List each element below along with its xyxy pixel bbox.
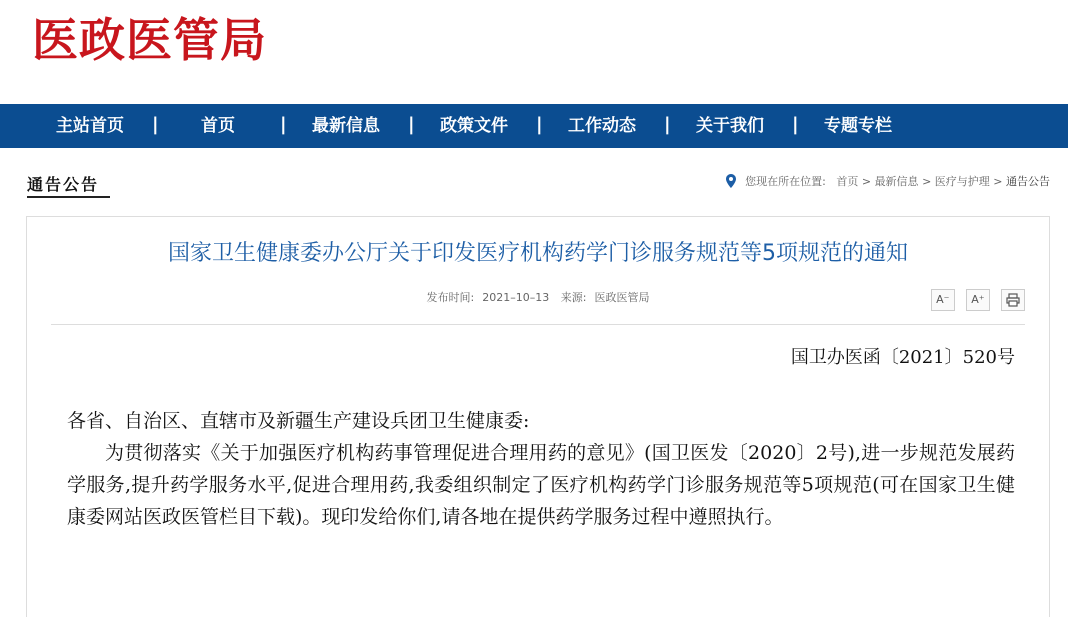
font-increase-button[interactable]: A⁺ <box>966 289 990 311</box>
section-bar <box>27 170 1050 198</box>
site-logo[interactable]: 医政医管局 <box>32 13 267 67</box>
nav-item-latest[interactable]: 最新信息 <box>312 116 380 136</box>
nav-item-work-news[interactable]: 工作动态 <box>568 116 636 136</box>
breadcrumb-item-latest[interactable]: 最新信息 <box>874 175 919 188</box>
nav-item-main-home[interactable]: 主站首页 <box>56 116 124 136</box>
nav-item-home[interactable]: 首页 <box>201 116 235 136</box>
font-decrease-button[interactable]: A⁻ <box>931 289 955 311</box>
location-pin-icon <box>726 174 736 188</box>
breadcrumb <box>726 173 1050 189</box>
nav-separator: | <box>152 114 159 135</box>
breadcrumb-separator: > <box>922 175 932 188</box>
print-icon <box>1006 293 1020 307</box>
section-underline <box>27 196 110 198</box>
salutation: 各省、自治区、直辖市及新疆生产建设兵团卫生健康委: <box>67 410 530 432</box>
date-label: 发布时间: <box>426 291 475 304</box>
breadcrumb-item-medical[interactable]: 医疗与护理 <box>934 175 990 188</box>
breadcrumb-item-current[interactable]: 通告公告 <box>1006 175 1050 188</box>
nav-separator: | <box>280 114 287 135</box>
article-container <box>26 216 1050 617</box>
breadcrumb-item-home[interactable]: 首页 <box>836 175 859 188</box>
nav-separator: | <box>408 114 415 135</box>
source-label: 来源: <box>560 291 587 304</box>
publish-date: 2021–10–13 <box>482 291 550 304</box>
nav-item-about[interactable]: 关于我们 <box>696 116 764 136</box>
document-number: 国卫办医函〔2021〕520号 <box>790 347 1015 368</box>
source-value: 医政医管局 <box>594 291 650 304</box>
nav-item-topics[interactable]: 专题专栏 <box>824 116 892 136</box>
nav-separator: | <box>792 114 799 135</box>
breadcrumb-separator: > <box>993 175 1003 188</box>
article-title: 国家卫生健康委办公厅关于印发医疗机构药学门诊服务规范等5项规范的通知 <box>168 241 908 266</box>
main-nav <box>0 104 1068 148</box>
nav-item-policy[interactable]: 政策文件 <box>440 116 508 136</box>
site-header <box>0 0 1068 104</box>
print-button[interactable] <box>1001 289 1025 311</box>
nav-separator: | <box>536 114 543 135</box>
breadcrumb-prefix: 您现在所在位置: <box>745 175 826 188</box>
divider <box>51 324 1025 325</box>
article-tools <box>925 289 1025 311</box>
body-paragraph: 为贯彻落实《关于加强医疗机构药事管理促进合理用药的意见》(国卫医发〔2020〕2号),进一步规范发展药学服务,提升药学服务水平,促进合理用药,我委组织制定了医疗机构药学门诊服务规范等5项规范(可在国家卫生健康委网站医政医管栏目下载)。现印发给你们,请各地在提供药学服务过程中遵照执行。 <box>67 442 1015 528</box>
section-title: 通告公告 <box>27 175 100 194</box>
nav-separator: | <box>664 114 671 135</box>
article-meta <box>27 289 1049 305</box>
breadcrumb-separator: > <box>861 175 872 188</box>
